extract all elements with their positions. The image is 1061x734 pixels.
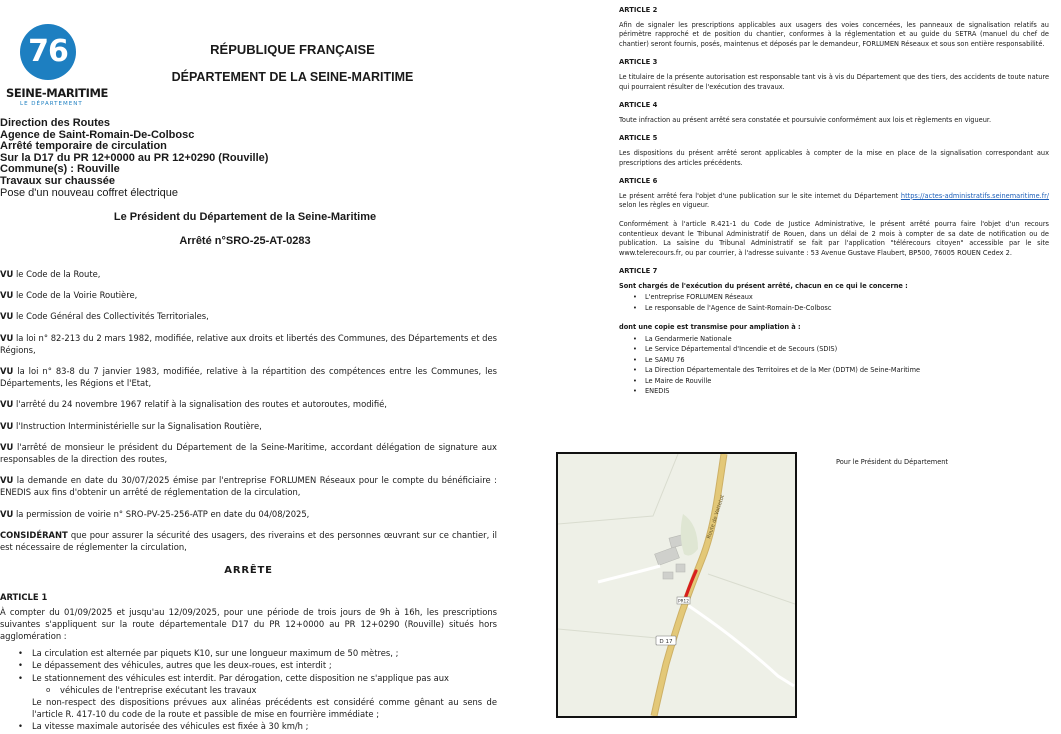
list-item: • Le responsable de l'Agence de Saint-Romain-De-Colbosc bbox=[633, 303, 1049, 313]
vu-paragraph: VU l'Instruction Interministérielle sur la Signalisation Routière, bbox=[0, 420, 262, 431]
actes-link[interactable]: https://actes-administratifs.seinemaritime.fr/ bbox=[900, 191, 1049, 200]
list-item: • Le stationnement des véhicules est interdit. Par dérogation, cette disposition ne s'applique pas aux bbox=[18, 672, 497, 684]
road-number-label: D 17 bbox=[659, 639, 673, 645]
header-line: Sur la D17 du PR 12+0000 au PR 12+0290 (Rouville) bbox=[0, 151, 269, 164]
article-1-title: ARTICLE 1 bbox=[0, 592, 48, 603]
department-logo bbox=[6, 22, 108, 112]
vu-paragraph: VU la demande en date du 30/07/2025 émise par l'entreprise FORLUMEN Réseaux pour le compte du bénéficiaire : ENEDIS aux fins d'obtenir un arrêté de réglementation de la circulation, bbox=[0, 475, 497, 498]
header-line: Arrêté temporaire de circulation bbox=[0, 140, 167, 153]
recours-text: Conformément à l'article R.421-1 du Code de Justice Administrative, le présent arrêté pourra faire l'objet d'un recours contentieux devant le Tribunal Administratif de Rouen, dans un délai de 2 mois à compter de sa date de notification ou de publication. La saisine du Tribunal Administratif se fait par l'application "télérecours citoyen" accessible par le site www.telerecours.fr, ou par courrier, à l'adresse suivante : 53 Avenue Gustave Flaubert, BP500, 76005 ROUEN Cedex 2. bbox=[619, 219, 1049, 257]
header-line: Commune(s) : Rouville bbox=[0, 163, 120, 176]
header-block bbox=[0, 118, 400, 199]
article-3-title: ARTICLE 3 bbox=[619, 58, 658, 67]
location-map bbox=[556, 452, 797, 718]
vu-paragraph: VU l'arrêté du 24 novembre 1967 relatif à la signalisation des routes et autoroutes, modifié, bbox=[0, 399, 387, 410]
list-item: • Le Service Départemental d'Incendie et de Secours (SDIS) bbox=[633, 344, 1049, 354]
header-line: Pose d'un nouveau coffret électrique bbox=[0, 186, 179, 199]
list-item: • La Gendarmerie Nationale bbox=[633, 334, 1049, 344]
vu-paragraph: VU la loi n° 82-213 du 2 mars 1982, modifiée, relative aux droits et libertés des Communes, des Départements et des Régions, bbox=[0, 332, 497, 355]
charges-title: Sont chargés de l'exécution du présent arrêté, chacun en ce qui le concerne : bbox=[619, 281, 908, 290]
list-item: • Le Maire de Rouville bbox=[633, 376, 1049, 386]
left-page bbox=[0, 0, 510, 734]
logo-subtitle: LE DÉPARTEMENT bbox=[20, 101, 83, 107]
list-item: • ENEDIS bbox=[633, 386, 1049, 396]
list-item: • Le SAMU 76 bbox=[633, 355, 1049, 365]
sub-list-item: o véhicules de l'entreprise exécutant les travaux bbox=[18, 684, 497, 696]
vu-paragraph: VU la loi n° 83-8 du 7 janvier 1983, modifiée, relative à la répartition des compétences entre les Communes, les Départements, les Régions et l'Etat, bbox=[0, 366, 497, 389]
article-5-text: Les dispositions du présent arrêté seront applicables à compter de la mise en place de la signalisation correspondant aux prescriptions des articles précédents. bbox=[619, 148, 1049, 167]
map-drawing bbox=[558, 454, 795, 716]
list-paragraph: Le non-respect des dispositions prévues aux alinéas précédents est considéré comme gênant au sens de l'article R. 417-10 du code de la route et passible de mise en fourrière immédiate ; bbox=[32, 697, 497, 720]
copies-list bbox=[619, 334, 1049, 396]
arrete-number: Arrêté n°SRO-25-AT-0283 bbox=[179, 235, 311, 247]
road-name-label: Route de Vattetot bbox=[706, 494, 727, 540]
article-6-text: Le présent arrêté fera l'objet d'une publication sur le site internet du Département https://actes-administratifs.seinemaritime.fr/ selon les règles en vigueur. bbox=[619, 191, 1049, 210]
list-item: • La vitesse maximale autorisée des véhicules est fixée à 30 km/h ; bbox=[18, 720, 497, 732]
departement-title: DÉPARTEMENT DE LA SEINE-MARITIME bbox=[171, 70, 414, 84]
article-5-title: ARTICLE 5 bbox=[619, 134, 658, 143]
article-4-title: ARTICLE 4 bbox=[619, 101, 658, 110]
charges-list bbox=[619, 292, 1049, 313]
republique-title: RÉPUBLIQUE FRANÇAISE bbox=[210, 42, 375, 57]
article-6-title: ARTICLE 6 bbox=[619, 177, 658, 186]
considerant-paragraph: CONSIDÉRANT que pour assurer la sécurité des usagers, des riverains et des personnes œuvrant sur ce chantier, il est nécessaire de réglementer la circulation, bbox=[0, 529, 497, 553]
vu-paragraph: VU la permission de voirie n° SRO-PV-25-256-ATP en date du 04/08/2025, bbox=[0, 508, 310, 519]
vu-paragraph: VU le Code de la Voirie Routière, bbox=[0, 290, 138, 301]
list-item: • La circulation est alternée par piquets K10, sur une longueur maximum de 50 mètres, ; bbox=[18, 647, 497, 659]
header-line: Direction des Routes bbox=[0, 117, 111, 129]
vu-paragraph: VU le Code Général des Collectivités Territoriales, bbox=[0, 311, 209, 322]
vu-paragraph: VU le Code de la Route, bbox=[0, 269, 101, 279]
pr-label: PR12 bbox=[678, 598, 689, 604]
header-line: Travaux sur chaussée bbox=[0, 174, 115, 187]
signature-line: Pour le Président du Département bbox=[836, 458, 949, 466]
article-3-text: Le titulaire de la présente autorisation est responsable tant vis à vis du Département que des tiers, des accidents de toute nature qui pourraient résulter de l'exécution des travaux. bbox=[619, 72, 1049, 91]
copie-title: dont une copie est transmise pour ampliation à : bbox=[619, 323, 801, 332]
article-2-text: Afin de signaler les prescriptions applicables aux usagers des voies concernées, les panneaux de signalisation relatifs au périmètre rapproché et de position du chantier, conformes à la réglementation et au guide du SETRA (manuel du chef de chantier) seront fournis, posés, maintenus et déposés par le demandeur, FORLUMEN Réseaux et sous son entière responsabilité. bbox=[619, 20, 1049, 48]
list-item: • L'entreprise FORLUMEN Réseaux bbox=[633, 292, 1049, 302]
arrete-heading: ARRÊTE bbox=[224, 565, 273, 577]
president-title: Le Président du Département de la Seine-Maritime bbox=[113, 211, 377, 223]
left-body bbox=[0, 268, 497, 733]
article-1-intro: À compter du 01/09/2025 et jusqu'au 12/09/2025, pour une période de trois jours de 9h à 16h, les prescriptions suivantes s'appliquent sur la route départementale D17 du PR 12+0000 au PR 12+0290 (Rouville) situés hors agglomération : bbox=[0, 606, 497, 642]
list-item: • La Direction Départementale des Territoires et de la Mer (DDTM) de Seine-Maritime bbox=[633, 365, 1049, 375]
article-7-title: ARTICLE 7 bbox=[619, 267, 658, 276]
header-line: Agence de Saint-Romain-De-Colbosc bbox=[0, 128, 195, 141]
right-page bbox=[619, 0, 1049, 406]
logo-name: SEINE-MARITIME bbox=[6, 86, 108, 100]
vu-paragraph: VU l'arrêté de monsieur le président du Département de la Seine-Maritime, accordant délégation de signature aux responsables de la direction des routes, bbox=[0, 441, 497, 465]
article-2-title: ARTICLE 2 bbox=[619, 6, 658, 14]
article-1-list bbox=[0, 647, 497, 732]
article-4-text: Toute infraction au présent arrêté sera constatée et poursuivie conformément aux lois et règlements en vigueur. bbox=[619, 115, 992, 124]
logo-emblem: 76 bbox=[20, 24, 76, 80]
list-item: • Le dépassement des véhicules, autres que les deux-roues, est interdit ; bbox=[18, 659, 497, 671]
